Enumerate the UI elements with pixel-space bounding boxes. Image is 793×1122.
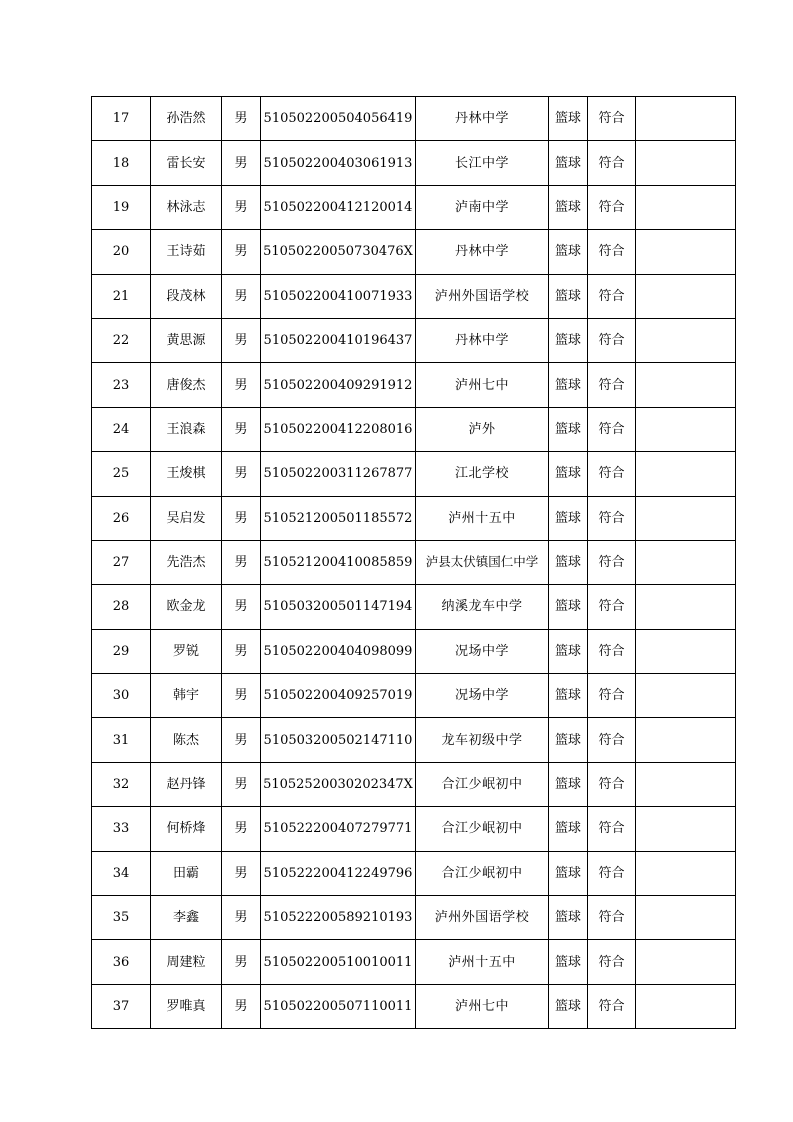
id-number-cell: 510502200403061913 (261, 141, 416, 185)
id-number-cell: 510502200510010011 (261, 940, 416, 984)
sport-cell: 篮球 (549, 851, 588, 895)
note-cell (636, 496, 736, 540)
table-row (92, 452, 736, 496)
gender-cell: 男 (222, 363, 261, 407)
result-cell: 符合 (588, 807, 636, 851)
result-cell: 符合 (588, 274, 636, 318)
result-cell: 符合 (588, 363, 636, 407)
roster-body (92, 97, 736, 1029)
student-name-cell: 欧金龙 (151, 585, 222, 629)
school-cell: 合江少岷初中 (416, 762, 549, 806)
id-number-cell: 510521200410085859 (261, 540, 416, 584)
row-number-cell: 36 (92, 940, 151, 984)
note-cell (636, 141, 736, 185)
sport-cell: 篮球 (549, 540, 588, 584)
school-cell: 丹林中学 (416, 318, 549, 362)
student-name-cell: 李鑫 (151, 896, 222, 940)
table-row (92, 496, 736, 540)
gender-cell: 男 (222, 585, 261, 629)
gender-cell: 男 (222, 718, 261, 762)
row-number-cell: 34 (92, 851, 151, 895)
gender-cell: 男 (222, 674, 261, 718)
table-row (92, 896, 736, 940)
id-number-cell: 510502200311267877 (261, 452, 416, 496)
student-name-cell: 周建粒 (151, 940, 222, 984)
sport-cell: 篮球 (549, 940, 588, 984)
gender-cell: 男 (222, 407, 261, 451)
note-cell (636, 762, 736, 806)
row-number-cell: 21 (92, 274, 151, 318)
sport-cell: 篮球 (549, 452, 588, 496)
student-name-cell: 韩宇 (151, 674, 222, 718)
sport-cell: 篮球 (549, 807, 588, 851)
result-cell: 符合 (588, 97, 636, 141)
id-number-cell: 510522200412249796 (261, 851, 416, 895)
id-number-cell: 51052520030202347X (261, 762, 416, 806)
roster-table (91, 96, 736, 1029)
result-cell: 符合 (588, 452, 636, 496)
row-number-cell: 24 (92, 407, 151, 451)
note-cell (636, 452, 736, 496)
school-cell: 江北学校 (416, 452, 549, 496)
school-cell: 纳溪龙车中学 (416, 585, 549, 629)
note-cell (636, 540, 736, 584)
student-name-cell: 孙浩然 (151, 97, 222, 141)
gender-cell: 男 (222, 940, 261, 984)
result-cell: 符合 (588, 407, 636, 451)
student-name-cell: 王诗茹 (151, 230, 222, 274)
sport-cell: 篮球 (549, 496, 588, 540)
result-cell: 符合 (588, 496, 636, 540)
result-cell: 符合 (588, 585, 636, 629)
id-number-cell: 510502200404098099 (261, 629, 416, 673)
sport-cell: 篮球 (549, 762, 588, 806)
id-number-cell: 51050220050730476X (261, 230, 416, 274)
sport-cell: 篮球 (549, 718, 588, 762)
note-cell (636, 185, 736, 229)
school-cell: 长江中学 (416, 141, 549, 185)
result-cell: 符合 (588, 185, 636, 229)
row-number-cell: 20 (92, 230, 151, 274)
gender-cell: 男 (222, 185, 261, 229)
school-cell: 合江少岷初中 (416, 851, 549, 895)
table-row (92, 807, 736, 851)
id-number-cell: 510502200412120014 (261, 185, 416, 229)
school-cell: 丹林中学 (416, 230, 549, 274)
result-cell: 符合 (588, 230, 636, 274)
note-cell (636, 407, 736, 451)
row-number-cell: 19 (92, 185, 151, 229)
table-row (92, 940, 736, 984)
note-cell (636, 230, 736, 274)
note-cell (636, 274, 736, 318)
result-cell: 符合 (588, 318, 636, 362)
note-cell (636, 807, 736, 851)
row-number-cell: 37 (92, 984, 151, 1028)
student-name-cell: 王焌棋 (151, 452, 222, 496)
student-name-cell: 段茂林 (151, 274, 222, 318)
school-cell: 泸州七中 (416, 363, 549, 407)
school-cell: 合江少岷初中 (416, 807, 549, 851)
row-number-cell: 23 (92, 363, 151, 407)
school-cell: 泸州十五中 (416, 940, 549, 984)
table-row (92, 984, 736, 1028)
result-cell: 符合 (588, 674, 636, 718)
note-cell (636, 363, 736, 407)
student-name-cell: 先浩杰 (151, 540, 222, 584)
sport-cell: 篮球 (549, 230, 588, 274)
school-cell: 泸县太伏镇国仁中学 (416, 540, 549, 584)
school-cell: 况场中学 (416, 674, 549, 718)
school-cell: 泸南中学 (416, 185, 549, 229)
gender-cell: 男 (222, 452, 261, 496)
student-name-cell: 罗唯真 (151, 984, 222, 1028)
note-cell (636, 629, 736, 673)
school-cell: 丹林中学 (416, 97, 549, 141)
gender-cell: 男 (222, 896, 261, 940)
school-cell: 龙车初级中学 (416, 718, 549, 762)
note-cell (636, 896, 736, 940)
gender-cell: 男 (222, 807, 261, 851)
id-number-cell: 510502200504056419 (261, 97, 416, 141)
sport-cell: 篮球 (549, 185, 588, 229)
result-cell: 符合 (588, 762, 636, 806)
row-number-cell: 35 (92, 896, 151, 940)
gender-cell: 男 (222, 496, 261, 540)
note-cell (636, 674, 736, 718)
row-number-cell: 18 (92, 141, 151, 185)
row-number-cell: 27 (92, 540, 151, 584)
gender-cell: 男 (222, 851, 261, 895)
student-name-cell: 何桥烽 (151, 807, 222, 851)
table-row (92, 540, 736, 584)
table-row (92, 407, 736, 451)
student-name-cell: 罗锐 (151, 629, 222, 673)
result-cell: 符合 (588, 540, 636, 584)
table-row (92, 185, 736, 229)
student-name-cell: 吴启发 (151, 496, 222, 540)
row-number-cell: 30 (92, 674, 151, 718)
sport-cell: 篮球 (549, 674, 588, 718)
note-cell (636, 851, 736, 895)
sport-cell: 篮球 (549, 318, 588, 362)
row-number-cell: 29 (92, 629, 151, 673)
note-cell (636, 940, 736, 984)
student-name-cell: 林泳志 (151, 185, 222, 229)
result-cell: 符合 (588, 718, 636, 762)
table-row (92, 141, 736, 185)
table-row (92, 363, 736, 407)
school-cell: 况场中学 (416, 629, 549, 673)
result-cell: 符合 (588, 851, 636, 895)
sport-cell: 篮球 (549, 141, 588, 185)
table-row (92, 762, 736, 806)
table-row (92, 718, 736, 762)
sport-cell: 篮球 (549, 407, 588, 451)
gender-cell: 男 (222, 141, 261, 185)
table-row (92, 230, 736, 274)
student-name-cell: 雷长安 (151, 141, 222, 185)
school-cell: 泸州十五中 (416, 496, 549, 540)
id-number-cell: 510521200501185572 (261, 496, 416, 540)
school-cell: 泸外 (416, 407, 549, 451)
row-number-cell: 32 (92, 762, 151, 806)
student-name-cell: 黄思源 (151, 318, 222, 362)
row-number-cell: 25 (92, 452, 151, 496)
sport-cell: 篮球 (549, 274, 588, 318)
gender-cell: 男 (222, 762, 261, 806)
gender-cell: 男 (222, 984, 261, 1028)
row-number-cell: 31 (92, 718, 151, 762)
note-cell (636, 318, 736, 362)
row-number-cell: 17 (92, 97, 151, 141)
id-number-cell: 510502200507110011 (261, 984, 416, 1028)
sport-cell: 篮球 (549, 585, 588, 629)
result-cell: 符合 (588, 629, 636, 673)
note-cell (636, 585, 736, 629)
id-number-cell: 510502200410196437 (261, 318, 416, 362)
sport-cell: 篮球 (549, 629, 588, 673)
row-number-cell: 26 (92, 496, 151, 540)
id-number-cell: 510522200407279771 (261, 807, 416, 851)
gender-cell: 男 (222, 318, 261, 362)
id-number-cell: 510502200409291912 (261, 363, 416, 407)
note-cell (636, 97, 736, 141)
student-name-cell: 王浪森 (151, 407, 222, 451)
result-cell: 符合 (588, 984, 636, 1028)
row-number-cell: 22 (92, 318, 151, 362)
table-row (92, 274, 736, 318)
id-number-cell: 510522200589210193 (261, 896, 416, 940)
table-row (92, 629, 736, 673)
gender-cell: 男 (222, 97, 261, 141)
id-number-cell: 510503200502147110 (261, 718, 416, 762)
id-number-cell: 510503200501147194 (261, 585, 416, 629)
table-row (92, 851, 736, 895)
student-name-cell: 陈杰 (151, 718, 222, 762)
id-number-cell: 510502200412208016 (261, 407, 416, 451)
id-number-cell: 510502200410071933 (261, 274, 416, 318)
student-name-cell: 赵丹锋 (151, 762, 222, 806)
row-number-cell: 33 (92, 807, 151, 851)
row-number-cell: 28 (92, 585, 151, 629)
table-row (92, 585, 736, 629)
school-cell: 泸州外国语学校 (416, 896, 549, 940)
note-cell (636, 984, 736, 1028)
note-cell (636, 718, 736, 762)
gender-cell: 男 (222, 540, 261, 584)
table-row (92, 674, 736, 718)
sport-cell: 篮球 (549, 896, 588, 940)
sport-cell: 篮球 (549, 984, 588, 1028)
gender-cell: 男 (222, 230, 261, 274)
student-name-cell: 唐俊杰 (151, 363, 222, 407)
result-cell: 符合 (588, 896, 636, 940)
school-cell: 泸州外国语学校 (416, 274, 549, 318)
gender-cell: 男 (222, 629, 261, 673)
result-cell: 符合 (588, 940, 636, 984)
sport-cell: 篮球 (549, 363, 588, 407)
student-name-cell: 田霸 (151, 851, 222, 895)
gender-cell: 男 (222, 274, 261, 318)
table-row (92, 97, 736, 141)
school-cell: 泸州七中 (416, 984, 549, 1028)
result-cell: 符合 (588, 141, 636, 185)
sport-cell: 篮球 (549, 97, 588, 141)
table-row (92, 318, 736, 362)
id-number-cell: 510502200409257019 (261, 674, 416, 718)
